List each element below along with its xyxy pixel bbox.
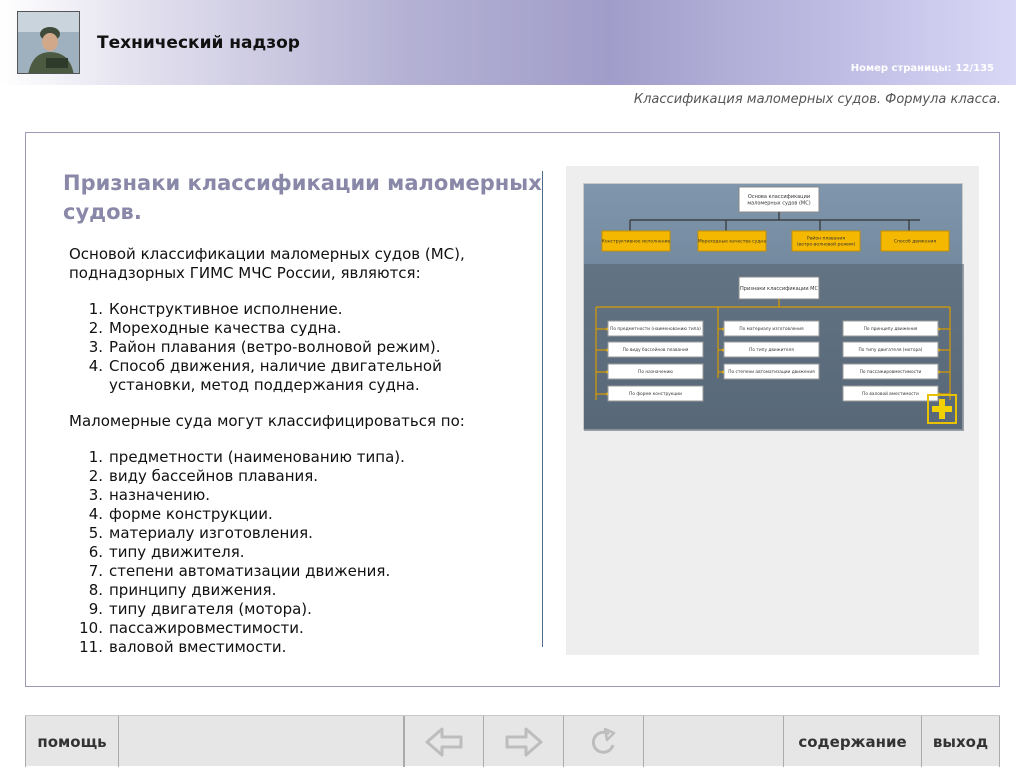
exit-button[interactable]: выход — [922, 716, 1000, 767]
basis-list-item — [69, 300, 529, 319]
toolbar-spacer — [644, 716, 784, 767]
basis-list-item-number: 1. — [88, 300, 103, 318]
page-number-label: Номер страницы: — [850, 63, 952, 74]
basis-list-item-number: 2. — [88, 319, 103, 337]
app-title: Технический надзор — [97, 33, 300, 53]
arrow-right-icon — [502, 725, 546, 759]
column-divider — [542, 171, 543, 647]
intro-paragraph: Основой классификации маломерных судов (МС), поднадзорных ГИМС МЧС России, являются: — [69, 245, 465, 282]
diagram-basis-box-label: Конструктивное исполнение — [601, 239, 671, 245]
zoom-button[interactable] — [927, 394, 957, 424]
classify-list-item — [69, 467, 529, 486]
help-button[interactable]: помощь — [25, 716, 119, 767]
body-text — [69, 245, 529, 674]
diagram-col1-box-label: По предметности (наименованию типа) — [610, 327, 701, 333]
classify-list-item — [69, 562, 529, 581]
basis-list-item-number: 4. — [88, 357, 103, 375]
basis-list-item — [69, 338, 529, 357]
classify-list-item-number: 8. — [88, 581, 103, 599]
diagram-basis-box-label: (ветро-волновой режим) — [796, 242, 856, 248]
course-avatar-image — [17, 11, 80, 74]
diagram-col3-box-label: По пассажировместимости — [859, 370, 922, 376]
classify-list-item-number: 4. — [88, 505, 103, 523]
classify-list-item-text: типу движителя. — [109, 543, 245, 561]
plus-icon — [929, 396, 955, 422]
classify-list-item-text: предметности (наименованию типа). — [109, 448, 405, 466]
classify-list-item-number: 2. — [88, 467, 103, 485]
classify-list-item-number: 6. — [88, 543, 103, 561]
classify-list-item — [69, 505, 529, 524]
content-frame — [25, 132, 1000, 687]
diagram-col3-box-label: По типу двигателя (мотора) — [858, 348, 923, 354]
classify-list-item-number: 10. — [79, 619, 103, 637]
header-bar — [0, 0, 1016, 85]
reload-icon — [587, 725, 621, 759]
diagram-features-box-label: Признаки классификации МС — [740, 285, 818, 292]
diagram-col2-box-label: По материалу изготовления — [739, 327, 804, 333]
diagram-col1-box-label: По назначению — [638, 370, 673, 376]
diagram-basis-box-label: Мореходные качества судна — [697, 239, 767, 245]
classify-list-item-text: виду бассейнов плавания. — [109, 467, 319, 485]
classify-list-item-text: форме конструкции. — [109, 505, 273, 523]
classify-list-item — [69, 619, 529, 638]
diagram-top-box-label: маломерных судов (МС) — [747, 200, 811, 207]
section-title: Признаки классификации маломерных судов. — [63, 171, 542, 224]
classify-list-item — [69, 600, 529, 619]
classify-list-item-number: 1. — [88, 448, 103, 466]
contents-button[interactable]: содержание — [784, 716, 922, 767]
basis-list-item — [69, 319, 529, 338]
classify-intro: Маломерные суда могут классифицироваться по: — [69, 412, 465, 430]
basis-list-item-text: Район плавания (ветро-волновой режим). — [109, 338, 441, 356]
page-number — [847, 63, 994, 74]
diagram-basis-box-label: Способ движения — [893, 239, 937, 245]
classify-list-item-number: 11. — [79, 638, 103, 656]
diagram-col1-box-label: По виду бассейнов плавания — [622, 348, 689, 354]
basis-list-item — [69, 357, 529, 395]
bottom-toolbar — [25, 715, 1000, 766]
classify-list-item-number: 9. — [88, 600, 103, 618]
classify-list-item-text: валовой вместимости. — [109, 638, 287, 656]
classification-diagram — [583, 183, 963, 430]
classify-list-item-text: степени автоматизации движения. — [109, 562, 391, 580]
toolbar-spacer — [119, 716, 404, 767]
classify-list-item — [69, 581, 529, 600]
classify-list-item — [69, 543, 529, 562]
classify-list-item — [69, 448, 529, 467]
basis-list-item-text: Конструктивное исполнение. — [109, 300, 343, 318]
diagram-col2-box-label: По степени автоматизации движения — [728, 370, 815, 376]
classify-list-item-number: 3. — [88, 486, 103, 504]
classify-list — [69, 448, 529, 657]
illustration-panel — [566, 166, 979, 655]
classify-list-item-number: 7. — [88, 562, 103, 580]
classify-list-item — [69, 638, 529, 657]
page-number-value: 12/135 — [955, 63, 994, 74]
arrow-left-icon — [422, 725, 466, 759]
classify-list-item-text: назначению. — [109, 486, 211, 504]
classify-list-item-text: типу двигателя (мотора). — [109, 600, 312, 618]
reload-button[interactable] — [564, 716, 644, 767]
classify-list-item-text: принципу движения. — [109, 581, 277, 599]
page-subtitle: Классификация маломерных судов. Формула класса. — [633, 92, 1001, 107]
basis-list-item-text: Способ движения, наличие двигательной установки, метод поддержания судна. — [109, 357, 442, 394]
classification-diagram-svg — [584, 184, 964, 431]
back-button[interactable] — [404, 716, 484, 767]
basis-list — [69, 300, 529, 395]
diagram-col2-box-label: По типу движителя — [749, 348, 794, 354]
classify-list-item-number: 5. — [88, 524, 103, 542]
classify-list-item-text: материалу изготовления. — [109, 524, 313, 542]
diagram-col3-box-label: По принципу движения — [863, 327, 918, 333]
basis-list-item-text: Мореходные качества судна. — [109, 319, 342, 337]
diagram-basis-box-label: Район плавания — [806, 236, 846, 242]
classify-list-item — [69, 486, 529, 505]
classify-list-item-text: пассажировместимости. — [109, 619, 304, 637]
forward-button[interactable] — [484, 716, 564, 767]
diagram-col3-box-label: По валовой вместимости — [862, 392, 919, 398]
diagram-top-box-label: Основа классификации — [747, 194, 811, 200]
diagram-col1-box-label: По форме конструкции — [629, 392, 682, 398]
classify-list-item — [69, 524, 529, 543]
basis-list-item-number: 3. — [88, 338, 103, 356]
